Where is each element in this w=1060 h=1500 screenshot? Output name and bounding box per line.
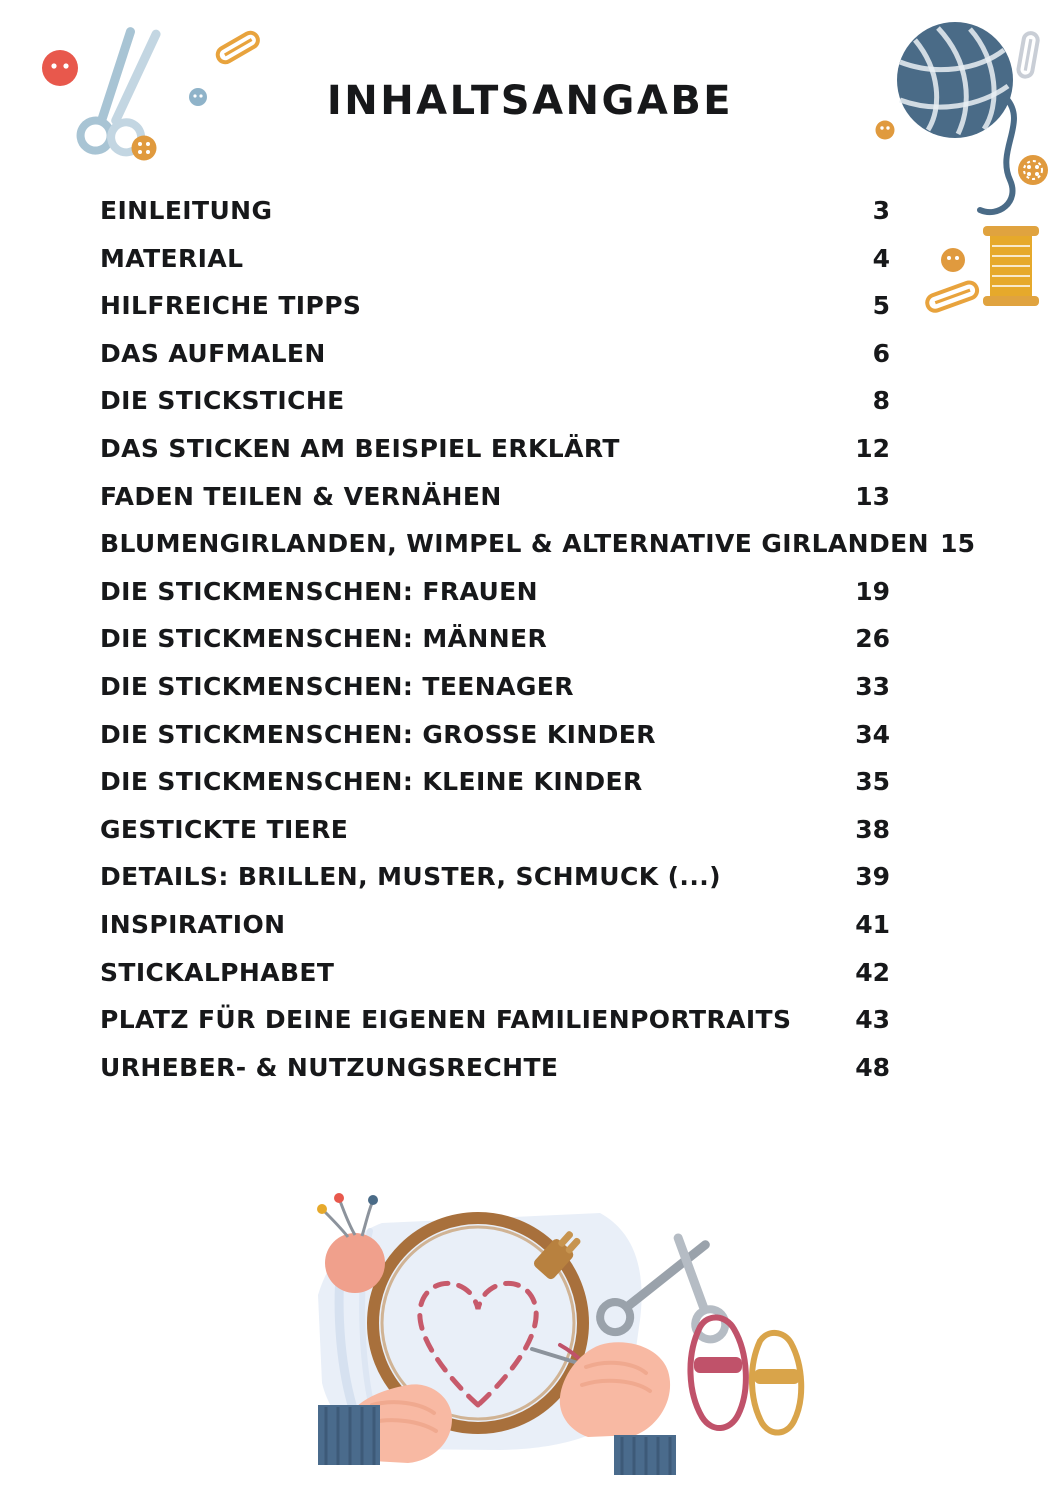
toc-entry[interactable] — [100, 720, 890, 768]
embroidery-illustration — [0, 1105, 1060, 1475]
toc-entry-page: 4 — [872, 243, 890, 273]
toc-entry-label: STICKALPHABET — [100, 957, 335, 987]
orange-button-icon — [941, 248, 965, 272]
toc-entry[interactable] — [100, 862, 890, 910]
toc-entry-page: 13 — [855, 481, 890, 511]
toc-entry-label: URHEBER- & NUTZUNGSRECHTE — [100, 1052, 559, 1082]
toc-entry-label: GESTICKTE TIERE — [100, 814, 349, 844]
toc-entry-label: DAS STICKEN AM BEISPIEL ERKLÄRT — [100, 433, 620, 463]
toc-entry-label: HILFREICHE TIPPS — [100, 291, 362, 321]
toc-entry[interactable] — [100, 767, 890, 815]
toc-entry[interactable] — [100, 291, 890, 339]
toc-entry-page: 12 — [855, 433, 890, 463]
toc-entry-page: 15 — [940, 529, 975, 559]
toc-entry-label: DIE STICKSTICHE — [100, 386, 345, 416]
toc-entry[interactable] — [100, 434, 890, 482]
toc-entry[interactable] — [100, 910, 890, 958]
toc-entry-label: EINLEITUNG — [100, 196, 273, 225]
toc-entry-label: DIE STICKMENSCHEN: KLEINE KINDER — [100, 767, 643, 797]
sleeve-icon — [614, 1435, 676, 1475]
toc-entry[interactable] — [100, 529, 975, 577]
toc-entry-label: BLUMENGIRLANDEN, WIMPEL & ALTERNATIVE GIRLANDEN — [100, 529, 929, 559]
toc-entry-page: 48 — [855, 1052, 890, 1082]
orange-button-icon — [132, 136, 157, 161]
toc-entry[interactable] — [100, 624, 890, 672]
toc-entry-label: DETAILS: BRILLEN, MUSTER, SCHMUCK (...) — [100, 862, 721, 892]
orange-button-icon — [1018, 155, 1048, 185]
toc-entry[interactable] — [100, 1005, 890, 1053]
toc-entry-page: 35 — [855, 767, 890, 797]
thread-skein-icon — [752, 1333, 801, 1433]
toc-entry-label: FADEN TEILEN & VERNÄHEN — [100, 481, 502, 511]
toc-entry[interactable] — [100, 815, 890, 863]
toc-entry[interactable] — [100, 244, 890, 292]
toc-entry[interactable] — [100, 672, 890, 720]
toc-entry-label: DIE STICKMENSCHEN: MÄNNER — [100, 624, 548, 654]
toc-entry-page: 38 — [855, 814, 890, 844]
toc-entry-label: DIE STICKMENSCHEN: FRAUEN — [100, 576, 538, 606]
safety-pin-icon — [215, 30, 261, 65]
toc-entry-page: 41 — [855, 909, 890, 939]
toc-entry-page: 43 — [855, 1005, 890, 1035]
toc-entry-page: 19 — [855, 576, 890, 606]
toc-entry-page: 3 — [872, 196, 890, 225]
toc-entry[interactable] — [100, 958, 890, 1006]
toc-entry-page: 6 — [872, 338, 890, 368]
toc-entry-page: 34 — [855, 719, 890, 749]
toc-entry-page: 8 — [872, 386, 890, 416]
table-of-contents — [100, 196, 975, 1100]
page-title: INHALTSANGABE — [326, 78, 734, 124]
toc-entry[interactable] — [100, 1053, 890, 1101]
toc-entry-label: DAS AUFMALEN — [100, 338, 326, 368]
toc-entry-page: 5 — [872, 291, 890, 321]
safety-pin-icon — [925, 280, 979, 313]
toc-entry[interactable] — [100, 482, 890, 530]
toc-entry[interactable] — [100, 339, 890, 387]
toc-entry-label: PLATZ FÜR DEINE EIGENEN FAMILIENPORTRAITS — [100, 1005, 792, 1035]
toc-entry-page: 39 — [855, 862, 890, 892]
sleeve-icon — [318, 1405, 380, 1465]
toc-entry-label: DIE STICKMENSCHEN: GROSSE KINDER — [100, 719, 656, 749]
safety-pin-icon — [1017, 32, 1038, 78]
toc-entry-page: 42 — [855, 957, 890, 987]
toc-entry-label: INSPIRATION — [100, 909, 286, 939]
toc-entry-label: DIE STICKMENSCHEN: TEENAGER — [100, 671, 574, 701]
toc-entry[interactable] — [100, 577, 890, 625]
toc-entry-page: 33 — [855, 671, 890, 701]
toc-entry-label: MATERIAL — [100, 243, 244, 273]
toc-entry[interactable] — [100, 196, 890, 244]
thread-spool-icon — [983, 226, 1039, 306]
toc-entry-page: 26 — [855, 624, 890, 654]
toc-entry[interactable] — [100, 386, 890, 434]
